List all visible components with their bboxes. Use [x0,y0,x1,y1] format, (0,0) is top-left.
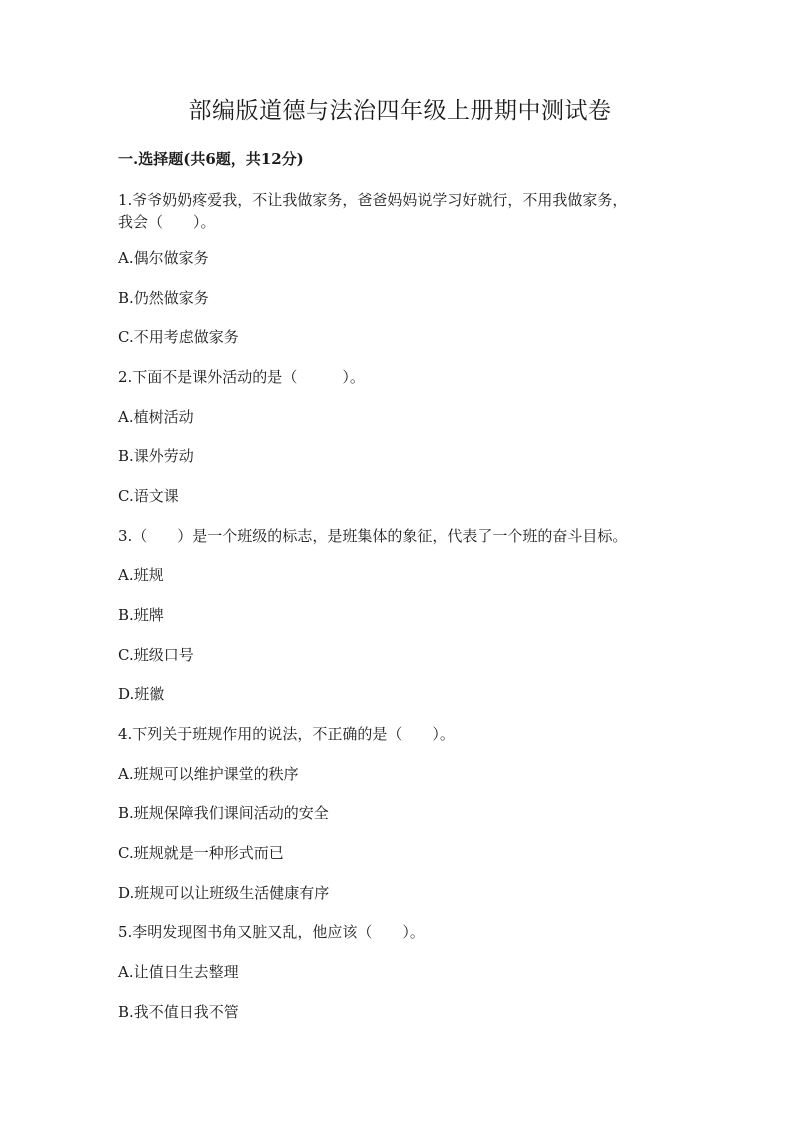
question-1-stem-line-1: 1.爷爷奶奶疼爱我，不让我做家务，爸爸妈妈说学习好就行，不用我做家务， [118,191,628,209]
exam-title: 部编版道德与法治四年级上册期中测试卷 [188,98,612,124]
question-2-option-b: B.课外劳动 [118,447,194,465]
question-4-stem: 4.下列关于班规作用的说法，不正确的是（ ）。 [118,725,455,743]
question-4-option-c: C.班规就是一种形式而已 [118,844,284,862]
question-3-option-c: C.班级口号 [118,646,194,664]
question-2-stem: 2.下面不是课外活动的是（ ）。 [118,368,365,386]
section-heading: 一.选择题(共6题，共12分) [118,150,304,168]
question-2-option-c: C.语文课 [118,487,179,505]
question-3-option-a: A.班规 [118,566,164,584]
question-2-option-a: A.植树活动 [118,408,194,426]
question-4-option-a: A.班规可以维护课堂的秩序 [118,765,299,783]
question-5-option-a: A.让值日生去整理 [118,963,239,981]
question-1-option-c: C.不用考虑做家务 [118,328,239,346]
question-4-option-d: D.班规可以让班级生活健康有序 [118,884,330,902]
question-1-option-a: A.偶尔做家务 [118,249,209,267]
question-4-option-b: B.班规保障我们课间活动的安全 [118,804,329,822]
question-1-stem-line-2: 我会（ ）。 [118,213,216,231]
question-3-option-b: B.班牌 [118,606,164,624]
question-3-option-d: D.班徽 [118,685,165,703]
question-5-option-b: B.我不值日我不管 [118,1003,239,1021]
question-5-stem: 5.李明发现图书角又脏又乱，他应该（ ）。 [118,923,425,941]
question-3-stem: 3.（ ）是一个班级的标志，是班集体的象征，代表了一个班的奋斗目标。 [118,527,628,545]
question-1-option-b: B.仍然做家务 [118,289,209,307]
